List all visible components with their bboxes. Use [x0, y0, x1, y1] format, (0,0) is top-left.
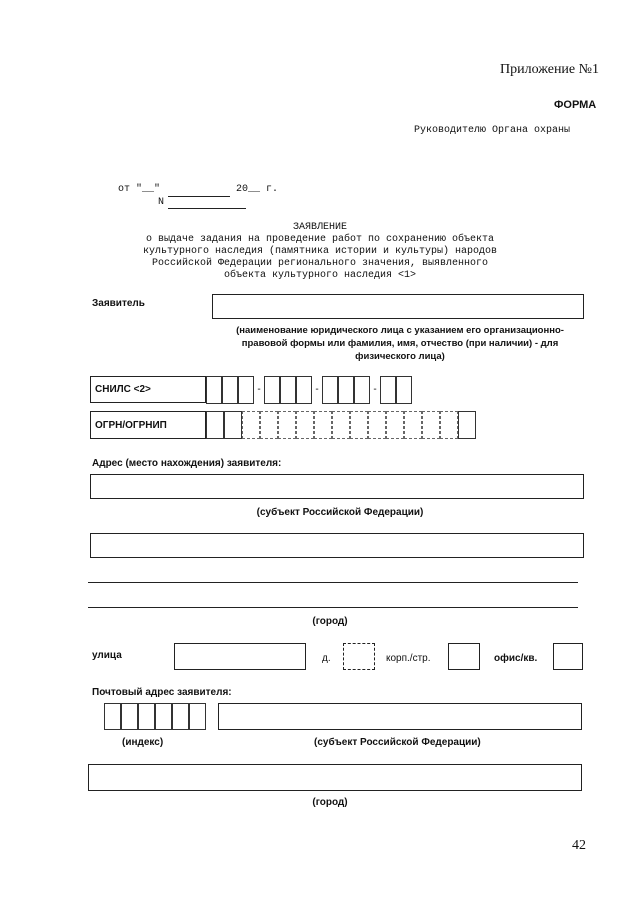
snils-cell[interactable] — [322, 376, 338, 404]
number-line — [168, 208, 246, 209]
ogrn-cell[interactable] — [404, 411, 422, 439]
applicant-label: Заявитель — [92, 298, 145, 309]
ogrn-cell[interactable] — [278, 411, 296, 439]
date-month-line — [168, 196, 230, 197]
address-city-hint: (город) — [312, 616, 348, 627]
ogrn-cell[interactable] — [206, 411, 224, 439]
snils-cells — [206, 376, 412, 404]
office-label: офис/кв. — [494, 653, 538, 664]
title-line-4: Российской Федерации регионального значения, выявленного — [151, 258, 489, 269]
snils-cell[interactable] — [280, 376, 296, 404]
title-line-5: объекта культурного наследия <1> — [223, 270, 417, 281]
building-label: корп./стр. — [386, 653, 431, 664]
title-line-2: о выдаче задания на проведение работ по сохранению объекта — [145, 234, 495, 245]
snils-cell[interactable] — [238, 376, 254, 404]
applicant-hint-line-3: физического лица) — [355, 351, 445, 362]
page-number: 42 — [572, 838, 586, 853]
office-input[interactable] — [553, 643, 583, 670]
date-from-prefix: от "__" — [118, 184, 161, 195]
postal-city-hint: (город) — [312, 797, 348, 808]
postal-index-hint: (индекс) — [122, 737, 164, 748]
ogrn-cell[interactable] — [224, 411, 242, 439]
snils-cell[interactable] — [354, 376, 370, 404]
appendix-label: Приложение №1 — [500, 62, 599, 77]
snils-label-box — [90, 376, 206, 403]
snils-cell[interactable] — [380, 376, 396, 404]
house-input[interactable] — [343, 643, 375, 670]
ogrn-cell[interactable] — [296, 411, 314, 439]
address-extra-line-2[interactable] — [88, 607, 578, 608]
ogrn-cell[interactable] — [440, 411, 458, 439]
date-year-text: 20__ г. — [236, 184, 279, 195]
snils-cell[interactable] — [222, 376, 238, 404]
ogrn-cell[interactable] — [368, 411, 386, 439]
postal-subject-hint: (субъект Российской Федерации) — [314, 737, 481, 748]
postal-index-cell[interactable] — [138, 703, 155, 730]
postal-label: Почтовый адрес заявителя: — [92, 687, 232, 698]
snils-cell[interactable] — [206, 376, 222, 404]
ogrn-cell[interactable] — [350, 411, 368, 439]
postal-index-cells — [104, 703, 206, 730]
address-label: Адрес (место нахождения) заявителя: — [92, 458, 282, 469]
form-label: ФОРМА — [554, 99, 597, 111]
title-line-3: культурного наследия (памятника истории и культуры) народов — [142, 246, 498, 257]
title-line-1: ЗАЯВЛЕНИЕ — [292, 222, 347, 233]
snils-cell[interactable] — [396, 376, 412, 404]
ogrn-label-box — [90, 411, 206, 439]
address-city-input[interactable] — [90, 533, 584, 558]
snils-separator: - — [257, 384, 261, 395]
document-title — [100, 222, 540, 282]
ogrn-label: ОГРН/ОГРНИП — [95, 420, 167, 431]
street-input[interactable] — [174, 643, 306, 670]
ogrn-cell[interactable] — [242, 411, 260, 439]
recipient-label: Руководителю Органа охраны — [414, 125, 571, 136]
snils-cell[interactable] — [296, 376, 312, 404]
postal-index-cell[interactable] — [155, 703, 172, 730]
snils-separator: - — [315, 384, 319, 395]
house-label: д. — [322, 653, 331, 664]
ogrn-cell[interactable] — [458, 411, 476, 439]
ogrn-cell[interactable] — [260, 411, 278, 439]
applicant-input[interactable] — [212, 294, 584, 319]
ogrn-cells — [206, 411, 476, 439]
street-label: улица — [92, 650, 122, 661]
ogrn-cell[interactable] — [422, 411, 440, 439]
applicant-hint-line-1: (наименование юридического лица с указанием его организационно- — [236, 325, 564, 336]
address-extra-line-1[interactable] — [88, 582, 578, 583]
snils-cell[interactable] — [264, 376, 280, 404]
address-subject-input[interactable] — [90, 474, 584, 499]
ogrn-cell[interactable] — [332, 411, 350, 439]
building-input[interactable] — [448, 643, 480, 670]
postal-index-cell[interactable] — [121, 703, 138, 730]
ogrn-cell[interactable] — [386, 411, 404, 439]
postal-index-cell[interactable] — [189, 703, 206, 730]
snils-label: СНИЛС <2> — [95, 384, 151, 395]
number-prefix: N — [158, 197, 165, 208]
applicant-hint-line-2: правовой формы или фамилия, имя, отчество (при наличии) - для — [241, 338, 559, 349]
postal-index-cell[interactable] — [172, 703, 189, 730]
postal-index-cell[interactable] — [104, 703, 121, 730]
snils-separator: - — [373, 384, 377, 395]
postal-subject-input[interactable] — [218, 703, 582, 730]
applicant-hint — [210, 324, 590, 363]
address-subject-hint: (субъект Российской Федерации) — [256, 507, 424, 518]
ogrn-cell[interactable] — [314, 411, 332, 439]
postal-city-input[interactable] — [88, 764, 582, 791]
snils-cell[interactable] — [338, 376, 354, 404]
